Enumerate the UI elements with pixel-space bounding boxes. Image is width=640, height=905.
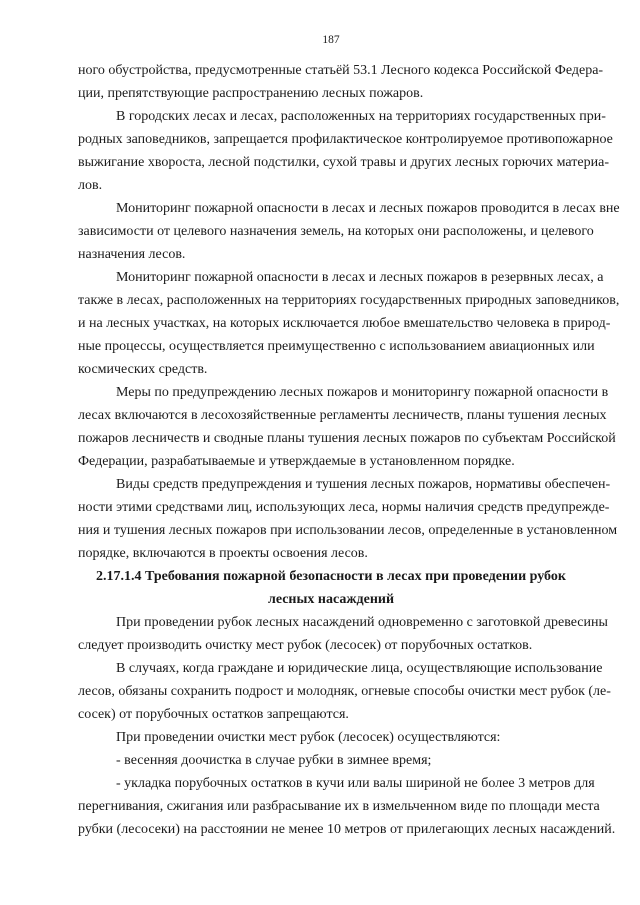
page-number: 187 [322, 34, 340, 46]
text-line: В случаях, когда граждане и юридические лица, осуществляющие использование [116, 661, 603, 676]
text-line: лесах включаются в лесохозяйственные регламенты лесничеств, планы тушения лесных [78, 408, 607, 423]
text-line: лов. [78, 178, 103, 193]
text-line: Мониторинг пожарной опасности в лесах и лесных пожаров в резервных лесах, а [116, 270, 604, 285]
text-line: ния и тушения лесных пожаров при использовании лесов, определенные в установленном [78, 523, 618, 538]
text-line: - укладка порубочных остатков в кучи или валы шириной не более 3 метров для [116, 776, 595, 791]
text-line: зависимости от целевого назначения земель, на которых они расположены, и целевого [78, 224, 594, 239]
text-line: В городских лесах и лесах, расположенных на территориях государственных при- [116, 109, 606, 124]
text-line: Мониторинг пожарной опасности в лесах и лесных пожаров проводится в лесах вне [116, 201, 620, 216]
text-line: порядке, включаются в проекты освоения лесов. [78, 546, 368, 561]
section-heading-line: 2.17.1.4 Требования пожарной безопасности в лесах при проведении рубок [96, 569, 566, 584]
text-line: Меры по предупреждению лесных пожаров и мониторингу пожарной опасности в [116, 385, 609, 400]
text-line: ные процессы, осуществляется преимущественно с использованием авиационных или [78, 339, 595, 354]
text-line: также в лесах, расположенных на территориях государственных природных заповедников, [78, 293, 620, 308]
text-line: космических средств. [78, 362, 208, 377]
text-line: ции, препятствующие распространению лесных пожаров. [78, 86, 424, 101]
text-line: сосек) от порубочных остатков запрещаются. [78, 707, 349, 722]
text-line: следует производить очистку мест рубок (лесосек) от порубочных остатков. [78, 638, 533, 653]
text-line: выжигание хвороста, лесной подстилки, сухой травы и других лесных горючих материа- [78, 155, 609, 170]
text-line: назначения лесов. [78, 247, 186, 262]
text-line: лесов, обязаны сохранить подрост и молодняк, огневые способы очистки мест рубок (ле- [78, 684, 611, 699]
text-line: перегнивания, сжигания или разбрасывание их в измельченном виде по площади места [78, 799, 600, 814]
text-line: пожаров лесничеств и сводные планы тушения лесных пожаров по субъектам Российской [78, 431, 616, 446]
text-line: При проведении рубок лесных насаждений одновременно с заготовкой древесины [116, 615, 608, 630]
document-body [78, 59, 620, 841]
text-line: ного обустройства, предусмотренные статьёй 53.1 Лесного кодекса Российской Федера- [78, 63, 604, 78]
text-line: рубки (лесосеки) на расстоянии не менее 10 метров от прилегающих лесных насаждений. [78, 822, 616, 837]
document-page [78, 0, 620, 905]
text-line: - весенняя доочистка в случае рубки в зимнее время; [116, 753, 432, 768]
text-line: Федерации, разрабатываемые и утверждаемые в установленном порядке. [78, 454, 515, 469]
text-line: и на лесных участках, на которых исключается любое вмешательство человека в природ- [78, 316, 611, 331]
text-line: родных заповедников, запрещается профилактическое контролируемое противопожарное [78, 132, 613, 147]
section-heading-line: лесных насаждений [267, 592, 395, 607]
text-line: Виды средств предупреждения и тушения лесных пожаров, нормативы обеспечен- [116, 477, 611, 492]
text-line: ности этими средствами лиц, использующих леса, нормы наличия средств предупрежде- [78, 500, 610, 515]
text-line: При проведении очистки мест рубок (лесосек) осуществляются: [116, 730, 501, 745]
